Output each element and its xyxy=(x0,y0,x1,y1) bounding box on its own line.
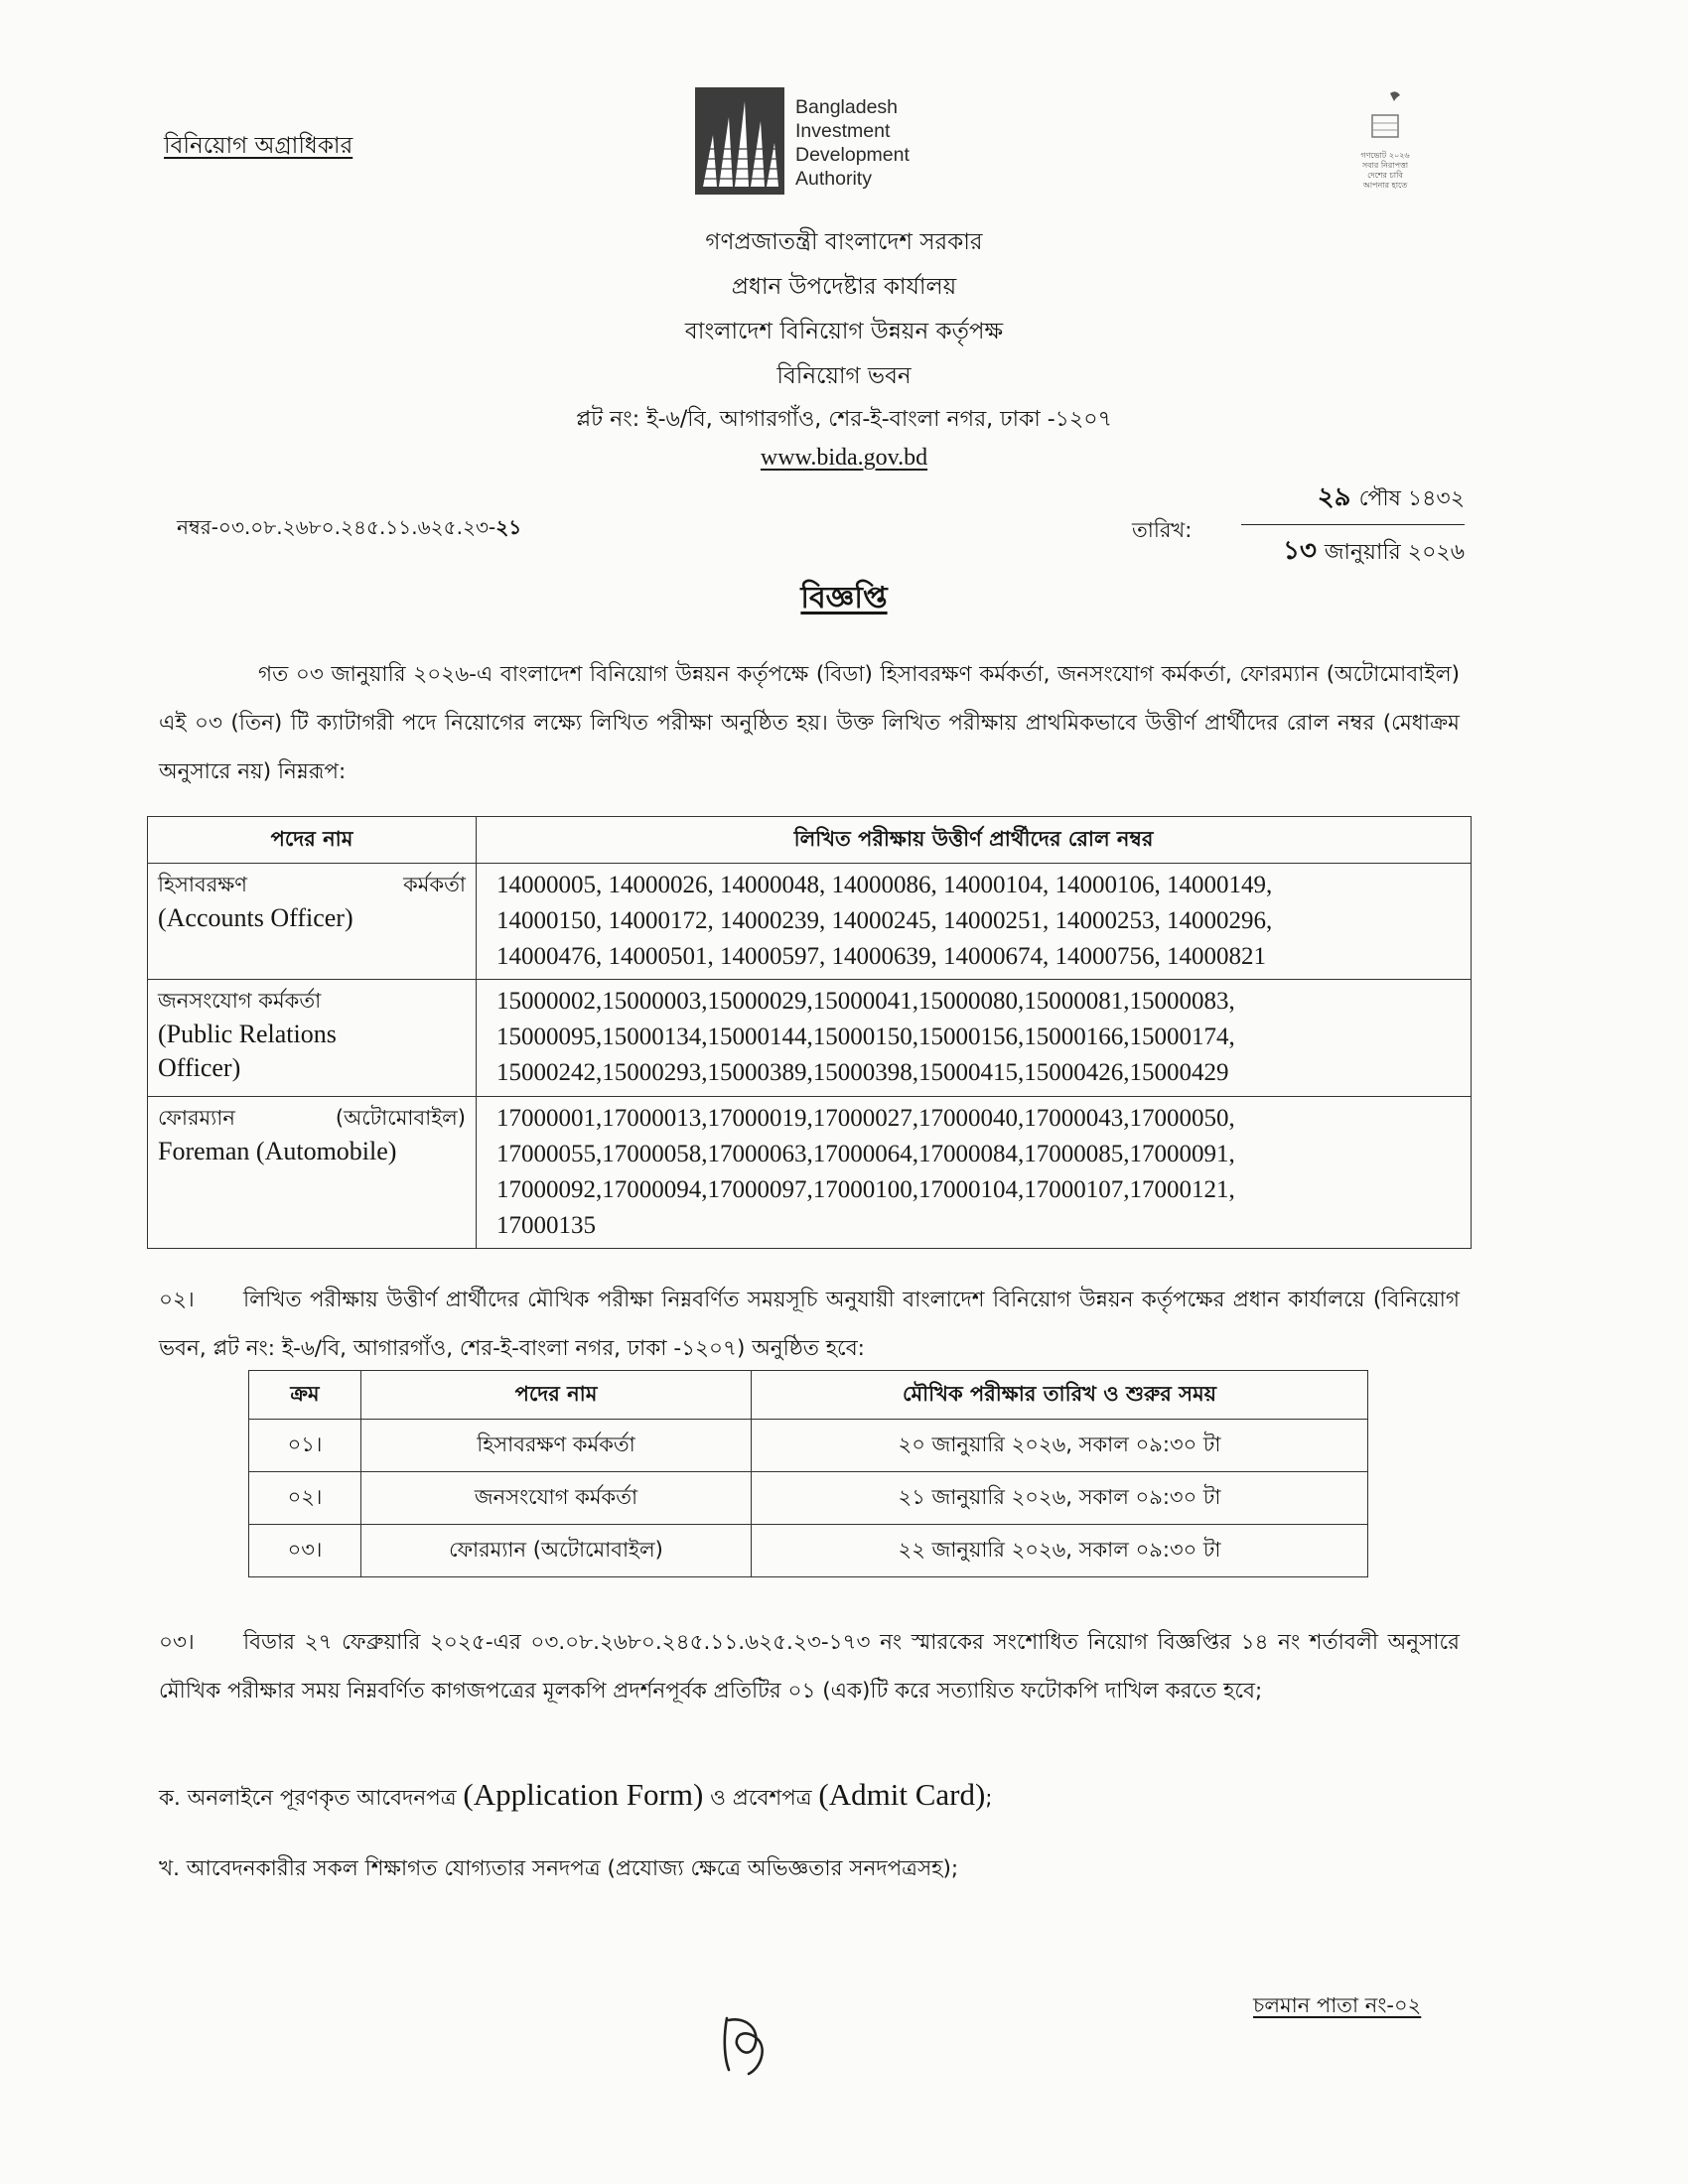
table-row xyxy=(249,1472,1368,1525)
table-row xyxy=(148,864,1472,980)
website-link[interactable]: www.bida.gov.bd xyxy=(760,445,928,471)
seal-line-1: গণভোট ২০২৬ xyxy=(1360,151,1410,160)
header-post-name: পদের নাম xyxy=(148,817,477,864)
post-bn xyxy=(158,868,466,901)
post-en-part-a: (Public Relations xyxy=(158,1020,337,1048)
bida-logo-text xyxy=(795,95,910,191)
datetime-cell: ২০ জানুয়ারি ২০২৬, সকাল ০৯:৩০ টা xyxy=(752,1420,1368,1472)
datetime-cell: ২২ জানুয়ারি ২০২৬, সকাল ০৯:৩০ টা xyxy=(752,1525,1368,1577)
roll-line: 15000242,15000293,15000389,15000398,15000415,15000426,15000429 xyxy=(496,1059,1229,1086)
post-bn-part-b: কর্মকর্তা xyxy=(403,873,466,896)
post-bn-part-b: (অটোমোবাইল) xyxy=(335,1106,466,1130)
logo-line-3: Development xyxy=(795,144,910,166)
logo-line-4: Authority xyxy=(795,168,872,190)
table-row xyxy=(148,1097,1472,1249)
roll-line: 14000150, 14000172, 14000239, 14000245, 14000251, 14000253, 14000296, xyxy=(496,907,1273,934)
datetime-cell: ২১ জানুয়ারি ২০২৬, সকাল ০৯:৩০ টা xyxy=(752,1472,1368,1525)
post-accounts-officer xyxy=(148,864,477,980)
bida-logo-mark-icon xyxy=(695,87,784,195)
signature-initial-icon xyxy=(713,2010,773,2080)
header-government: গণপ্রজাতন্ত্রী বাংলাদেশ সরকার xyxy=(705,229,983,255)
post-en-line-1 xyxy=(158,1018,466,1051)
section-2-text: লিখিত পরীক্ষায় উত্তীর্ণ প্রার্থীদের মৌখিক পরীক্ষা নিম্নবর্ণিত সময়সূচি অনুযায়ী বাংলাদেশ বিনিয়োগ উন্নয়ন কর্তৃপক্ষের প্রধান কার্যালয়ে (বিনিয়োগ ভবন, প্লট নং: ই-৬/বি, আগারগাঁও, শের-ই-বাংলা নগর, ঢাকা -১২০৭) অনুষ্ঠিত হবে: xyxy=(159,1288,1460,1361)
table-row xyxy=(249,1420,1368,1472)
post-bn xyxy=(158,1101,466,1135)
date-block xyxy=(1241,477,1465,574)
item-ka-end: ; xyxy=(985,1786,993,1811)
header-roll-numbers: লিখিত পরীক্ষায় উত্তীর্ণ প্রার্থীদের রোল নম্বর xyxy=(477,817,1472,864)
bida-logo xyxy=(695,87,933,197)
roll-line: 15000095,15000134,15000144,15000150,15000156,15000166,15000174, xyxy=(496,1024,1235,1050)
seal-line-3: দেশের চাবি xyxy=(1367,171,1403,180)
post-bn xyxy=(158,984,466,1018)
seal-line-2: সবার নিরাপত্তা xyxy=(1361,161,1409,170)
header-address: প্লট নং: ই-৬/বি, আগারগাঁও, শের-ই-বাংলা নগর, ঢাকা -১২০৭ xyxy=(576,407,1112,432)
date-label: তারিখ: xyxy=(1132,518,1193,542)
date-gregorian-month-year: জানুয়ারি ২০২৬ xyxy=(1324,540,1465,565)
memo-number-prefix: নম্বর-০৩.০৮.২৬৮০.২৪৫.১১.৬২৫.২৩- xyxy=(177,515,496,539)
post-bn-part-a: জনসংযোগ কর্মকর্তা xyxy=(158,989,322,1013)
header-viva-datetime: মৌখিক পরীক্ষার তারিখ ও শুরুর সময় xyxy=(752,1371,1368,1420)
header-building: বিনিয়োগ ভবন xyxy=(776,363,912,389)
post-en-line-2: Officer) xyxy=(158,1053,241,1082)
header-post-name: পদের নাম xyxy=(361,1371,752,1420)
serial-cell: ০২। xyxy=(249,1472,361,1525)
logo-line-1: Bangladesh xyxy=(795,96,899,118)
rolls-accounts-officer xyxy=(477,864,1472,980)
table-row xyxy=(148,980,1472,1097)
item-ka-admit-card: (Admit Card) xyxy=(818,1777,986,1812)
post-bn-part-a: হিসাবরক্ষণ xyxy=(158,873,247,896)
section-3-text: বিডার ২৭ ফেব্রুয়ারি ২০২৫-এর ০৩.০৮.২৬৮০.২৪৫.১১.৬২৫.২৩-১৭৩ নং স্মারকের সংশোধিত নিয়োগ বিজ্ঞপ্তির ১৪ নং শর্তাবলী অনুসারে মৌখিক পরীক্ষার সময় নিম্নবর্ণিত কাগজপত্রের মূলকপি প্রদর্শনপূর্বক প্রতিটির ০১ (এক)টি করে সত্যায়িত ফটোকপি দাখিল করতে হবে; xyxy=(159,1630,1460,1704)
roll-line: 15000002,15000003,15000029,15000041,15000080,15000081,15000083, xyxy=(496,988,1235,1015)
item-ka-mid: ও প্রবেশপত্র xyxy=(703,1786,819,1811)
results-table xyxy=(147,816,1472,1249)
post-bn-part-a: ফোরম্যান xyxy=(158,1106,235,1130)
viva-schedule-table xyxy=(248,1370,1368,1577)
date-bangla-day: ২৯ xyxy=(1317,482,1351,512)
roll-line: 17000135 xyxy=(496,1212,596,1239)
serial-cell: ০১। xyxy=(249,1420,361,1472)
notice-title-wrap xyxy=(0,574,1688,624)
roll-line: 17000092,17000094,17000097,17000100,17000104,17000107,17000121, xyxy=(496,1176,1235,1203)
post-en: (Accounts Officer) xyxy=(158,903,353,932)
post-foreman-automobile xyxy=(148,1097,477,1249)
post-public-relations-officer xyxy=(148,980,477,1097)
serial-cell: ০৩। xyxy=(249,1525,361,1577)
post-en: Foreman (Automobile) xyxy=(158,1137,397,1165)
rolls-public-relations-officer xyxy=(477,980,1472,1097)
intro-paragraph: গত ০৩ জানুয়ারি ২০২৬-এ বাংলাদেশ বিনিয়োগ উন্নয়ন কর্তৃপক্ষে (বিডা) হিসাবরক্ষণ কর্মকর্তা, জনসংযোগ কর্মকর্তা, ফোরম্যান (অটোমোবাইল) এই ০৩ (তিন) টি ক্যাটাগরী পদে নিয়োগের লক্ষ্যে লিখিত পরীক্ষা অনুষ্ঠিত হয়। উক্ত লিখিত পরীক্ষায় প্রাথমিকভাবে উত্তীর্ণ প্রার্থীদের রোল নম্বর (মেধাক্রম অনুসারে নয়) নিম্নরূপ: xyxy=(159,662,1460,784)
roll-line: 17000001,17000013,17000019,17000027,17000040,17000043,17000050, xyxy=(496,1105,1235,1132)
post-cell: হিসাবরক্ষণ কর্মকর্তা xyxy=(361,1420,752,1472)
date-gregorian-day: ১৩ xyxy=(1283,536,1317,566)
memo-number xyxy=(177,513,521,546)
document-item-ka xyxy=(159,1777,993,1818)
document-item-kha: খ. আবেদনকারীর সকল শিক্ষাগত যোগ্যতার সনদপত্র (প্রযোজ্য ক্ষেত্রে অভিজ্ঞতার সনদপত্রসহ); xyxy=(159,1856,959,1881)
priority-label: বিনিয়োগ অগ্রাধিকার xyxy=(164,133,353,159)
post-cell: ফোরম্যান (অটোমোবাইল) xyxy=(361,1525,752,1577)
seal-line-4: আপনার হাতে xyxy=(1362,181,1408,190)
logo-line-2: Investment xyxy=(795,120,891,142)
date-bangla xyxy=(1241,477,1465,525)
section-2-number: ০২। xyxy=(159,1288,195,1312)
item-ka-application-form: (Application Form) xyxy=(463,1777,704,1812)
continued-page-label: চলমান পাতা নং-০২ xyxy=(1253,1993,1422,2017)
table-row xyxy=(249,1525,1368,1577)
date-gregorian xyxy=(1241,525,1465,574)
header-office: প্রধান উপদেষ্টার কার্যালয় xyxy=(731,274,957,300)
roll-line: 17000055,17000058,17000063,17000064,17000084,17000085,17000091, xyxy=(496,1141,1235,1167)
key-hand-icon xyxy=(1350,87,1420,147)
section-3 xyxy=(159,1618,1460,1715)
rolls-foreman-automobile xyxy=(477,1097,1472,1249)
referendum-seal xyxy=(1331,87,1440,216)
header-authority: বাংলাদেশ বিনিয়োগ উন্নয়ন কর্তৃপক্ষ xyxy=(684,319,1004,344)
header-website-wrap xyxy=(0,445,1688,472)
date-bangla-month-year: পৌষ ১৪৩২ xyxy=(1358,486,1465,511)
memo-number-handwritten: ২১ xyxy=(495,515,522,539)
post-cell: জনসংযোগ কর্মকর্তা xyxy=(361,1472,752,1525)
item-ka-prefix: ক. অনলাইনে পূরণকৃত আবেদনপত্র xyxy=(159,1786,464,1811)
roll-line: 14000476, 14000501, 14000597, 14000639, 14000674, 14000756, 14000821 xyxy=(496,943,1266,970)
section-2 xyxy=(159,1276,1460,1373)
results-table-header xyxy=(148,817,1472,864)
notice-title: বিজ্ঞপ্তি xyxy=(800,581,888,615)
roll-line: 14000005, 14000026, 14000048, 14000086, 14000104, 14000106, 14000149, xyxy=(496,872,1273,898)
section-3-number: ০৩। xyxy=(159,1630,195,1655)
header-serial: ক্রম xyxy=(249,1371,361,1420)
schedule-table-header xyxy=(249,1371,1368,1420)
seal-text xyxy=(1331,151,1440,191)
